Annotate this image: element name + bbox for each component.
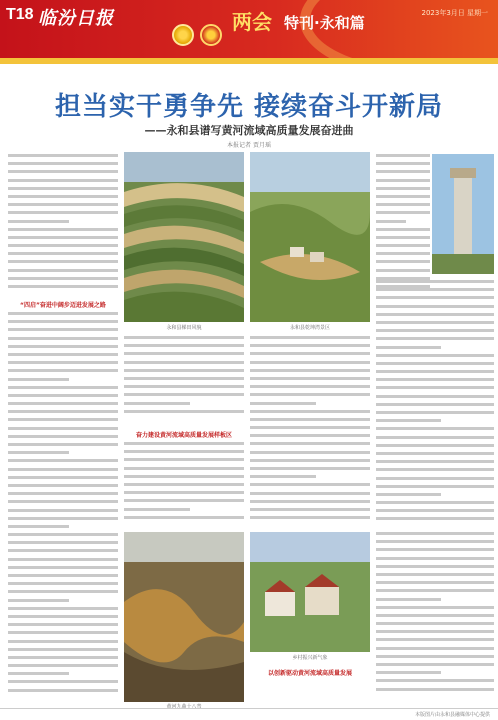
text-line	[8, 369, 118, 372]
text-line	[124, 499, 244, 502]
text-line	[376, 346, 441, 349]
body-text-column-1	[8, 154, 118, 294]
text-line	[8, 590, 118, 593]
text-line	[376, 244, 430, 247]
special-edition-title: 特刊·永和篇	[284, 14, 365, 32]
text-line	[8, 195, 118, 198]
text-line	[8, 162, 118, 165]
text-line	[376, 179, 430, 182]
newspaper-title: 临汾日报	[38, 8, 114, 29]
text-line	[8, 492, 118, 495]
text-line	[8, 549, 118, 552]
issue-date: 2023年3月日 星期一	[421, 9, 488, 17]
text-line	[8, 228, 118, 231]
text-line	[376, 638, 494, 641]
text-line	[376, 557, 494, 560]
text-line	[8, 435, 118, 438]
text-line	[8, 394, 118, 397]
text-line	[124, 336, 244, 339]
text-line	[124, 491, 244, 494]
text-line	[8, 476, 118, 479]
text-line	[8, 664, 118, 667]
text-line	[376, 187, 430, 190]
text-line	[376, 493, 441, 496]
text-line	[8, 541, 118, 544]
body-text-column-2b	[124, 442, 244, 526]
text-line	[124, 361, 244, 364]
text-line	[376, 403, 494, 406]
text-line	[376, 211, 430, 214]
text-line	[8, 378, 69, 381]
text-line	[8, 285, 118, 288]
text-line	[8, 386, 118, 389]
text-line	[8, 615, 118, 618]
text-line	[376, 647, 494, 650]
text-line	[376, 370, 494, 373]
text-line	[376, 614, 494, 617]
text-line	[376, 485, 494, 488]
text-line	[124, 442, 244, 445]
text-line	[376, 573, 494, 576]
text-line	[250, 361, 370, 364]
text-line	[8, 689, 118, 692]
photo-caption-river: 黄河九曲十八弯	[166, 704, 202, 710]
text-line	[8, 599, 69, 602]
text-line	[376, 288, 494, 291]
text-line	[250, 410, 370, 413]
text-line	[8, 277, 118, 280]
text-line	[8, 640, 118, 643]
text-line	[376, 540, 494, 543]
text-line	[8, 574, 118, 577]
article-byline: 本报记者 贾月瑶	[227, 142, 271, 149]
text-line	[8, 427, 118, 430]
text-line	[250, 344, 370, 347]
text-line	[376, 622, 494, 625]
text-line	[376, 679, 494, 682]
text-line	[250, 393, 370, 396]
text-line	[376, 280, 494, 283]
text-line	[124, 475, 244, 478]
text-line	[8, 312, 118, 315]
terraced-fields-photo	[124, 152, 244, 322]
text-line	[376, 337, 494, 340]
text-line	[8, 468, 118, 471]
text-line	[376, 598, 441, 601]
text-line	[8, 220, 69, 223]
text-line	[8, 154, 118, 157]
text-line	[376, 154, 430, 157]
text-line	[250, 475, 316, 478]
text-line	[376, 517, 494, 520]
page-number: T18	[6, 6, 34, 23]
text-line	[250, 508, 370, 511]
text-line	[376, 532, 494, 535]
two-sessions-brand: 两会	[232, 10, 272, 34]
text-line	[124, 393, 244, 396]
text-line	[124, 450, 244, 453]
text-line	[250, 492, 370, 495]
text-line	[8, 607, 118, 610]
text-line	[8, 361, 118, 364]
text-line	[376, 386, 494, 389]
text-line	[376, 395, 494, 398]
text-line	[376, 671, 441, 674]
text-line	[376, 606, 494, 609]
text-line	[250, 500, 370, 503]
photo-caption-terraces: 永和县梯田风貌	[166, 325, 202, 331]
text-line	[376, 321, 494, 324]
text-line	[250, 483, 370, 486]
text-line	[8, 517, 118, 520]
text-line	[376, 589, 494, 592]
text-line	[124, 377, 244, 380]
footer-credit: 本版图片由永和县融媒体中心提供	[414, 712, 490, 718]
text-line	[8, 187, 118, 190]
text-line	[376, 688, 494, 691]
text-line	[8, 525, 69, 528]
text-line	[124, 352, 244, 355]
text-line	[376, 329, 494, 332]
text-line	[8, 418, 118, 421]
masthead-stripe	[0, 58, 498, 64]
text-line	[8, 631, 118, 634]
text-line	[250, 336, 370, 339]
text-line	[376, 477, 494, 480]
text-line	[8, 244, 118, 247]
text-line	[8, 170, 118, 173]
cppcc-emblem-icon	[200, 24, 222, 46]
text-line	[376, 565, 494, 568]
text-line	[8, 269, 118, 272]
text-line	[124, 344, 244, 347]
body-text-column-3	[250, 336, 370, 526]
body-text-column-5	[376, 280, 494, 526]
text-line	[376, 269, 430, 272]
masthead-banner	[0, 0, 498, 64]
text-line	[376, 509, 494, 512]
text-line	[376, 378, 494, 381]
text-line	[376, 501, 494, 504]
text-line	[124, 516, 244, 519]
section-title-2: 奋力建设黄河流域高质量发展样板区	[135, 432, 232, 439]
text-line	[376, 228, 430, 231]
text-line	[250, 442, 370, 445]
text-line	[376, 260, 430, 263]
text-line	[124, 483, 244, 486]
text-line	[8, 509, 118, 512]
text-line	[376, 581, 494, 584]
text-line	[124, 369, 244, 372]
text-line	[376, 663, 494, 666]
text-line	[8, 582, 118, 585]
text-line	[376, 460, 494, 463]
text-line	[8, 260, 118, 263]
article-subheadline: ——永和县谱写黄河流域高质量发展奋进曲	[144, 124, 354, 137]
text-line	[8, 353, 118, 356]
text-line	[376, 296, 494, 299]
text-line	[8, 672, 69, 675]
text-line	[124, 385, 244, 388]
text-line	[376, 236, 430, 239]
text-line	[250, 385, 370, 388]
text-line	[8, 320, 118, 323]
text-line	[8, 236, 118, 239]
text-line	[124, 402, 190, 405]
text-line	[8, 410, 118, 413]
text-line	[8, 648, 118, 651]
text-line	[376, 427, 494, 430]
text-line	[8, 500, 118, 503]
text-line	[8, 533, 118, 536]
text-line	[250, 352, 370, 355]
section-title-3: 以创新驱动黄河流域高质量发展	[267, 670, 352, 677]
text-line	[376, 203, 430, 206]
text-line	[250, 369, 370, 372]
bend-scenic-photo	[250, 152, 370, 322]
body-text-column-1b	[8, 312, 118, 702]
text-line	[376, 468, 494, 471]
text-line	[8, 443, 118, 446]
text-line	[8, 451, 69, 454]
text-line	[376, 362, 494, 365]
page-footer	[0, 708, 498, 720]
text-line	[124, 410, 244, 413]
text-line	[250, 467, 370, 470]
village-photo	[250, 532, 370, 652]
text-line	[376, 548, 494, 551]
text-line	[376, 411, 494, 414]
text-line	[376, 313, 494, 316]
text-line	[8, 623, 118, 626]
text-line	[8, 402, 118, 405]
text-line	[376, 444, 494, 447]
text-line	[250, 434, 370, 437]
text-line	[8, 680, 118, 683]
text-line	[376, 452, 494, 455]
text-line	[8, 179, 118, 182]
body-text-column-6	[376, 532, 494, 700]
text-line	[250, 426, 370, 429]
text-line	[376, 162, 430, 165]
text-line	[376, 252, 430, 255]
tower-photo	[432, 154, 494, 274]
text-line	[8, 345, 118, 348]
text-line	[124, 508, 190, 511]
text-line	[8, 484, 118, 487]
text-line	[8, 252, 118, 255]
text-line	[376, 419, 441, 422]
text-line	[376, 655, 494, 658]
text-line	[8, 459, 118, 462]
text-line	[376, 305, 494, 308]
text-line	[8, 558, 118, 561]
text-line	[124, 458, 244, 461]
text-line	[250, 451, 370, 454]
section-title-1: “四启”奋进中阔步迈进发展之路	[20, 302, 106, 309]
text-line	[8, 566, 118, 569]
body-text-column-4	[376, 154, 430, 294]
text-line	[250, 516, 370, 519]
photo-caption-bend: 永和县乾坤湾景区	[289, 325, 330, 331]
text-line	[376, 630, 494, 633]
text-line	[376, 436, 494, 439]
photo-caption-village: 乡村振兴新气象	[292, 655, 328, 661]
text-line	[250, 459, 370, 462]
text-line	[376, 354, 494, 357]
text-line	[124, 467, 244, 470]
yellow-river-photo	[124, 532, 244, 702]
text-line	[376, 170, 430, 173]
text-line	[8, 203, 118, 206]
text-line	[8, 337, 118, 340]
text-line	[250, 418, 370, 421]
national-emblem-icon	[172, 24, 194, 46]
text-line	[8, 328, 118, 331]
text-line	[376, 195, 430, 198]
article-headline: 担当实干勇争先 接续奋斗开新局	[54, 92, 444, 122]
text-line	[8, 211, 118, 214]
text-line	[8, 656, 118, 659]
text-line	[250, 402, 316, 405]
text-line	[250, 377, 370, 380]
text-line	[376, 220, 406, 223]
body-text-column-2	[124, 336, 244, 426]
